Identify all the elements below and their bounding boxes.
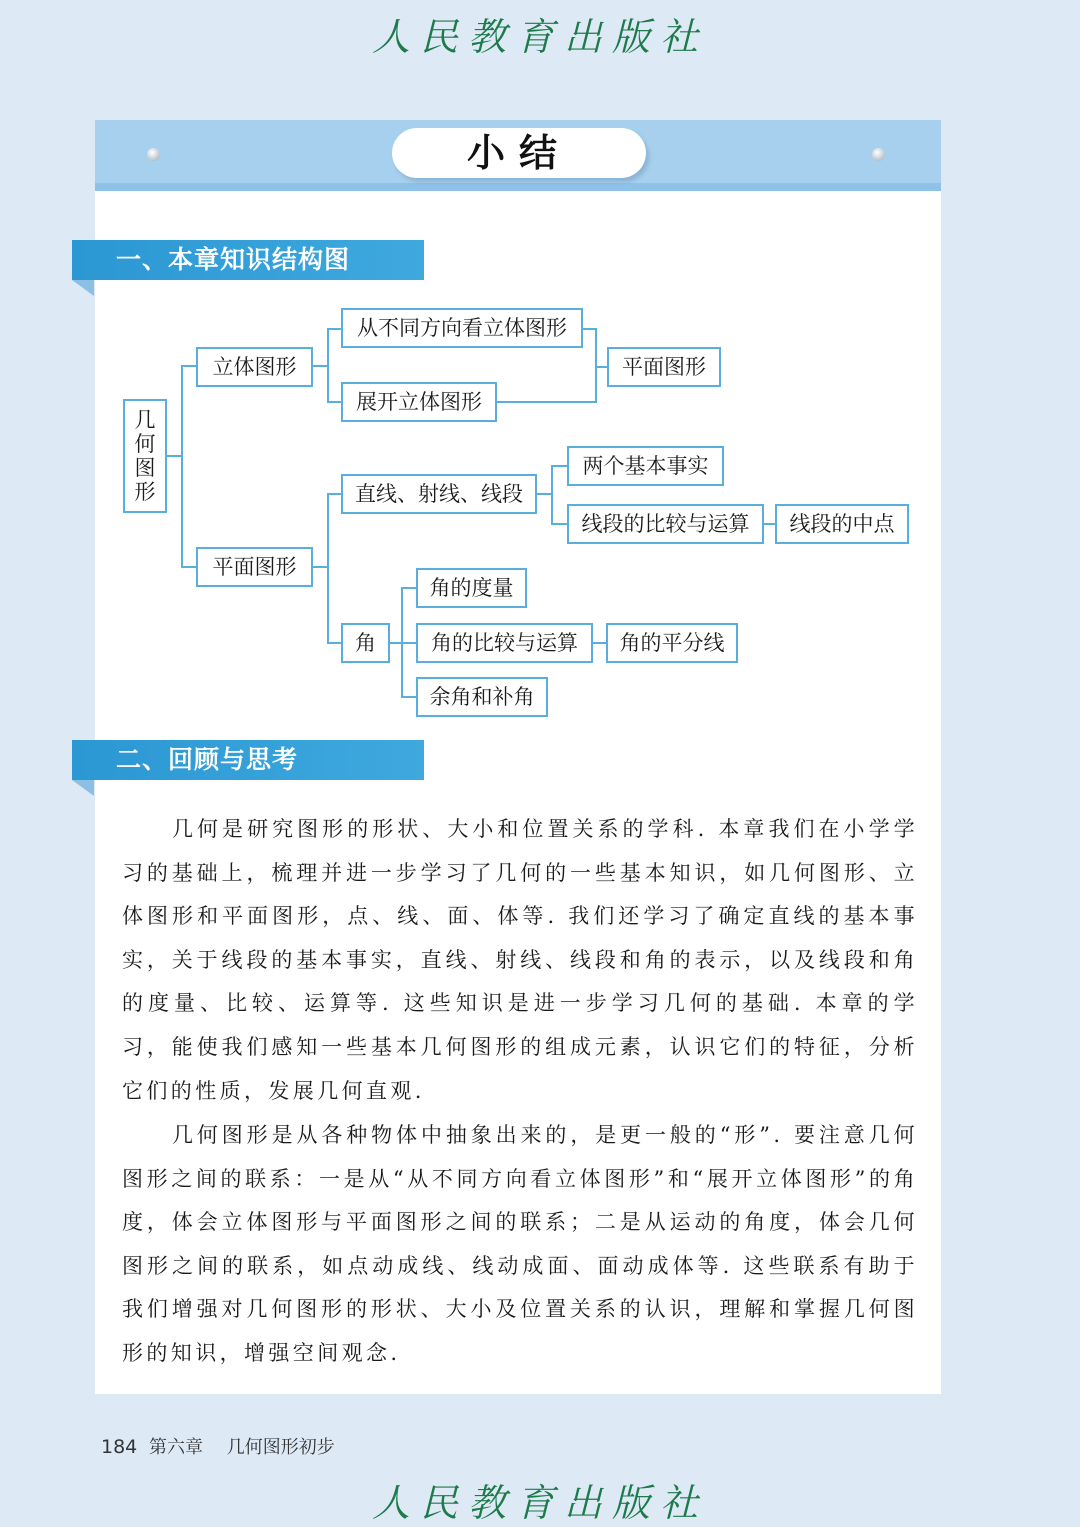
tree-node-angle-bisector: 角的平分线 <box>619 631 725 655</box>
page-title: 小结 <box>392 128 646 178</box>
tree-node-complementary-supplementary: 余角和补角 <box>429 685 535 709</box>
publisher-logo-bottom: 人民教育出版社 <box>371 1481 708 1525</box>
tree-node-plane: 平面图形 <box>212 555 297 579</box>
tree-node-segment-compare: 线段的比较与运算 <box>581 512 750 536</box>
tree-node-plane-result: 平面图形 <box>622 355 706 379</box>
body-paragraph-2: 几何图形是从各种物体中抽象出来的，是更一般的“形”. 要注意几何图形之间的联系：一是从“从不同方向看立体图形”和“展开立体图形”的角度，体会立体图形与平面图形之间的联系；二是从运动的角度，体会几何图形之间的联系，如点动成线、线动成面、面动成体等. 这些联系有助于我们增强对几何图形的形状、大小及位置关系的认识，理解和掌握几何图形的知识，增强空间观念. <box>122 1123 918 1365</box>
chapter-label: 第六章 <box>149 1437 203 1458</box>
page-footer <box>101 1433 335 1459</box>
body-paragraph-1: 几何是研究图形的形状、大小和位置关系的学科. 本章我们在小学学习的基础上，梳理并进一步学习了几何的一些基本知识，如几何图形、立体图形和平面图形，点、线、面、体等. 我们还学习了确定直线的基本事实，关于线段的基本事实，直线、射线、线段和角的表示，以及线段和角的度量、比较、运算等. 这些知识是进一步学习几何的基础. 本章的学习，能使我们感知一些基本几何图形的组成元素，认识它们的特征，分析它们的性质，发展几何直观. <box>122 817 918 1103</box>
section-heading-review: 二、回顾与思考 <box>72 740 424 780</box>
tree-node-angle: 角 <box>355 631 376 655</box>
tree-node-angle-compare: 角的比较与运算 <box>431 631 578 655</box>
tree-node-segment-midpoint: 线段的中点 <box>789 512 895 536</box>
tree-node-angle-measure: 角的度量 <box>429 576 514 600</box>
tree-node-lines: 直线、射线、线段 <box>355 482 523 506</box>
page-number: 184 <box>101 1436 138 1458</box>
section-heading-structure: 一、本章知识结构图 <box>72 240 424 280</box>
tree-node-root: 几何图形 <box>134 408 156 504</box>
tree-node-two-facts: 两个基本事实 <box>582 454 709 478</box>
publisher-logo-top: 人民教育出版社 <box>371 15 708 59</box>
section-fold-icon <box>72 780 94 796</box>
chapter-title: 几何图形初步 <box>226 1437 335 1458</box>
tree-node-solid: 立体图形 <box>212 355 297 379</box>
tree-node-unfold-3d: 展开立体图形 <box>356 390 482 414</box>
tree-node-view-3d: 从不同方向看立体图形 <box>357 316 567 340</box>
